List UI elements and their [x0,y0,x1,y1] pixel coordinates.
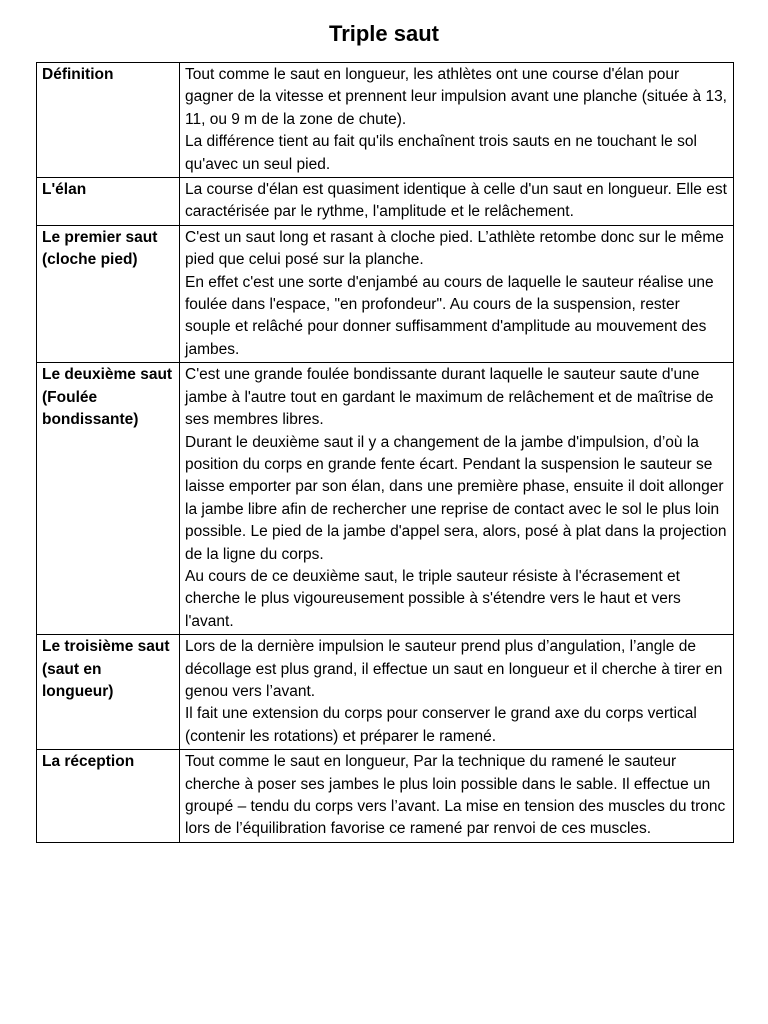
paragraph: Tout comme le saut en longueur, les athlètes ont une course d'élan pour gagner de la vitesse et prennent leur impulsion avant une planche (située à 13, 11, ou 9 m de la zone de chute). [185,66,727,128]
table-row-deuxieme-saut [37,363,734,635]
table-row-definition [37,63,734,178]
paragraph: Durant le deuxième saut il y a changement de la jambe d'impulsion, d’où la position du corps en grande fente écart. Pendant la suspension le sauteur se laisse emporter par son élan, dans une première phase, ensuite il doit allonger la jambe libre afin de rechercher une reprise de contact avec le sol le plus loin possible. Le pied de la jambe d'appel sera, alors, posé à plat dans la projection de la ligne du corps. [185,433,727,563]
paragraph: Tout comme le saut en longueur, Par la technique du ramené le sauteur cherche à poser ses jambes le plus loin possible dans le sable. Il effectue un groupé – tendu du corps vers l’avant. La mise en tension des muscles du tronc lors de l’équilibration favorise ce ramené par renvoi de ces muscles. [185,753,726,838]
paragraph: C'est un saut long et rasant à cloche pied. L’athlète retombe donc sur le même pied que celui posé sur la planche. [185,228,724,269]
row-text-premier-saut [180,225,734,362]
paragraph: Lors de la dernière impulsion le sauteur prend plus d’angulation, l’angle de décollage est plus grand, il effectue un saut en longueur et il cherche à tirer en genou vers l’avant. [185,638,723,700]
paragraph: La course d'élan est quasiment identique à celle d'un saut en longueur. Elle est caractérisée par le rythme, l'amplitude et le relâchement. [185,181,727,221]
table-row-elan [37,178,734,226]
paragraph: Il fait une extension du corps pour conserver le grand axe du corps vertical (contenir les rotations) et préparer le ramené. [185,705,697,745]
row-text-definition [180,63,734,178]
table-row-reception [37,750,734,843]
table-row-troisieme-saut [37,635,734,750]
row-text-reception [180,750,734,843]
row-label-definition: Définition [37,63,180,178]
row-label-premier-saut: Le premier saut (cloche pied) [37,225,180,362]
row-text-elan [180,178,734,226]
row-text-deuxieme-saut [180,363,734,635]
row-text-troisieme-saut [180,635,734,750]
row-label-elan: L'élan [37,178,180,226]
row-label-deuxieme-saut: Le deuxième saut (Foulée bondissante) [37,363,180,635]
page-title: Triple saut [328,21,440,46]
paragraph: En effet c'est une sorte d'enjambé au cours de laquelle le sauteur réalise une foulée dans l'espace, "en profondeur". Au cours de la suspension, rester souple et relâché pour donner suffisamment d'amplitude au mouvement des jambes. [185,273,714,358]
row-label-troisieme-saut: Le troisième saut (saut en longueur) [37,635,180,750]
row-label-reception: La réception [37,750,180,843]
paragraph: La différence tient au fait qu'ils enchaînent trois sauts en ne touchant le sol qu'avec un seul pied. [185,133,697,173]
paragraph: Au cours de ce deuxième saut, le triple sauteur résiste à l'écrasement et cherche le plus vigoureusement possible à s'étendre vers le haut et vers l'avant. [185,567,681,630]
table-row-premier-saut [37,225,734,362]
content-table [36,62,734,843]
paragraph: C'est une grande foulée bondissante durant laquelle le sauteur saute d'une jambe à l'autre tout en gardant le maximum de relâchement et de maîtrise de ses membres libres. [185,366,714,429]
